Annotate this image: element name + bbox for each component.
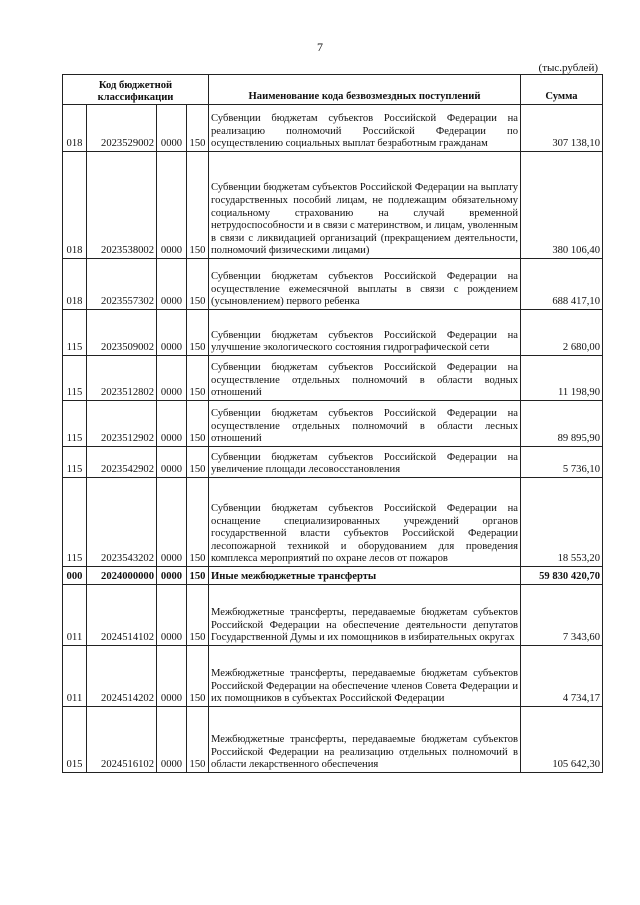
table-row (63, 646, 603, 707)
budget-code-header: Код бюджетной классификации (63, 75, 209, 105)
code-part-4: 150 (187, 478, 209, 567)
row-amount: 307 138,10 (521, 105, 603, 152)
row-name: Субвенции бюджетам субъектов Российской Федерации на увеличение площади лесовосстановления (209, 447, 521, 478)
code-part-3: 0000 (157, 259, 187, 310)
code-part-4: 150 (187, 585, 209, 646)
code-part-4: 150 (187, 152, 209, 259)
row-amount: 18 553,20 (521, 478, 603, 567)
table-row (63, 310, 603, 356)
code-part-2: 2023509002 (87, 310, 157, 356)
row-amount: 380 106,40 (521, 152, 603, 259)
code-part-2: 2024000000 (87, 567, 157, 585)
code-part-2: 2024514202 (87, 646, 157, 707)
code-part-2: 2024516102 (87, 707, 157, 773)
code-part-4: 150 (187, 401, 209, 447)
row-amount: 105 642,30 (521, 707, 603, 773)
sum-header: Сумма (521, 75, 603, 105)
code-part-3: 0000 (157, 356, 187, 401)
code-part-2: 2023557302 (87, 259, 157, 310)
name-header: Наименование кода безвозмездных поступлений (209, 75, 521, 105)
row-name: Субвенции бюджетам субъектов Российской Федерации на выплату государственных пособий лицам, не подлежащим обязательному социальному страхованию на случай временной нетрудоспособности и в связи с материнством, и лицам, уволенным в связи с ликвидацией организаций (прекращением деятельности, полномочий физическими лицами) (209, 152, 521, 259)
code-part-1: 018 (63, 259, 87, 310)
code-part-2: 2023542902 (87, 447, 157, 478)
code-part-4: 150 (187, 707, 209, 773)
code-part-2: 2024514102 (87, 585, 157, 646)
page-number: 7 (317, 40, 323, 54)
row-amount: 2 680,00 (521, 310, 603, 356)
code-part-4: 150 (187, 105, 209, 152)
table-row (63, 401, 603, 447)
code-part-3: 0000 (157, 707, 187, 773)
code-part-1: 015 (63, 707, 87, 773)
table-row (63, 105, 603, 152)
units-label: (тыс.рублей) (538, 62, 598, 74)
code-part-4: 150 (187, 646, 209, 707)
row-amount: 89 895,90 (521, 401, 603, 447)
code-part-1: 115 (63, 447, 87, 478)
code-part-1: 018 (63, 152, 87, 259)
code-part-1: 011 (63, 585, 87, 646)
code-part-4: 150 (187, 447, 209, 478)
code-part-3: 0000 (157, 447, 187, 478)
row-amount: 688 417,10 (521, 259, 603, 310)
table-row (63, 707, 603, 773)
table-row (63, 447, 603, 478)
row-name: Межбюджетные трансферты, передаваемые бюджетам субъектов Российской Федерации на обеспечение членов Совета Федерации и их помощников в субъектах Российской Федерации (209, 646, 521, 707)
code-part-2: 2023538002 (87, 152, 157, 259)
code-part-1: 011 (63, 646, 87, 707)
row-name: Субвенции бюджетам субъектов Российской Федерации на оснащение специализированных учреждений органов государственной власти субъектов Российской Федерации лесопожарной техникой и оборудованием для проведения комплекса мероприятий по охране лесов от пожаров (209, 478, 521, 567)
code-part-3: 0000 (157, 478, 187, 567)
code-part-3: 0000 (157, 152, 187, 259)
code-part-4: 150 (187, 310, 209, 356)
row-name: Межбюджетные трансферты, передаваемые бюджетам субъектов Российской Федерации на обеспечение деятельности депутатов Государственной Думы и их помощников в избирательных округах (209, 585, 521, 646)
row-amount: 4 734,17 (521, 646, 603, 707)
row-name: Субвенции бюджетам субъектов Российской Федерации на осуществление отдельных полномочий в области лесных отношений (209, 401, 521, 447)
code-part-2: 2023529002 (87, 105, 157, 152)
code-part-4: 150 (187, 356, 209, 401)
code-part-1: 115 (63, 310, 87, 356)
table-row (63, 585, 603, 646)
row-amount: 5 736,10 (521, 447, 603, 478)
code-part-1: 115 (63, 356, 87, 401)
row-amount: 59 830 420,70 (521, 567, 603, 585)
code-part-3: 0000 (157, 567, 187, 585)
table-row (63, 567, 603, 585)
code-part-2: 2023512802 (87, 356, 157, 401)
code-part-4: 150 (187, 259, 209, 310)
row-name: Субвенции бюджетам субъектов Российской Федерации на реализацию полномочий Российской Федерации по осуществлению социальных выплат безработным гражданам (209, 105, 521, 152)
row-name: Иные межбюджетные трансферты (209, 567, 521, 585)
code-part-2: 2023512902 (87, 401, 157, 447)
code-part-1: 000 (63, 567, 87, 585)
row-name: Субвенции бюджетам субъектов Российской Федерации на осуществление ежемесячной выплаты в связи с рождением (усыновлением) первого ребенка (209, 259, 521, 310)
code-part-3: 0000 (157, 646, 187, 707)
code-part-4: 150 (187, 567, 209, 585)
row-amount: 11 198,90 (521, 356, 603, 401)
code-part-1: 018 (63, 105, 87, 152)
code-part-3: 0000 (157, 310, 187, 356)
row-amount: 7 343,60 (521, 585, 603, 646)
code-part-1: 115 (63, 478, 87, 567)
row-name: Субвенции бюджетам субъектов Российской Федерации на улучшение экологического состояния гидрографической сети (209, 310, 521, 356)
table-row (63, 152, 603, 259)
table-row (63, 259, 603, 310)
code-part-3: 0000 (157, 105, 187, 152)
table-row (63, 356, 603, 401)
code-part-3: 0000 (157, 401, 187, 447)
code-part-3: 0000 (157, 585, 187, 646)
table-row (63, 478, 603, 567)
code-part-1: 115 (63, 401, 87, 447)
budget-table (62, 74, 603, 773)
row-name: Субвенции бюджетам субъектов Российской Федерации на осуществление отдельных полномочий в области водных отношений (209, 356, 521, 401)
code-part-2: 2023543202 (87, 478, 157, 567)
row-name: Межбюджетные трансферты, передаваемые бюджетам субъектов Российской Федерации на реализацию отдельных полномочий в области лекарственного обеспечения (209, 707, 521, 773)
